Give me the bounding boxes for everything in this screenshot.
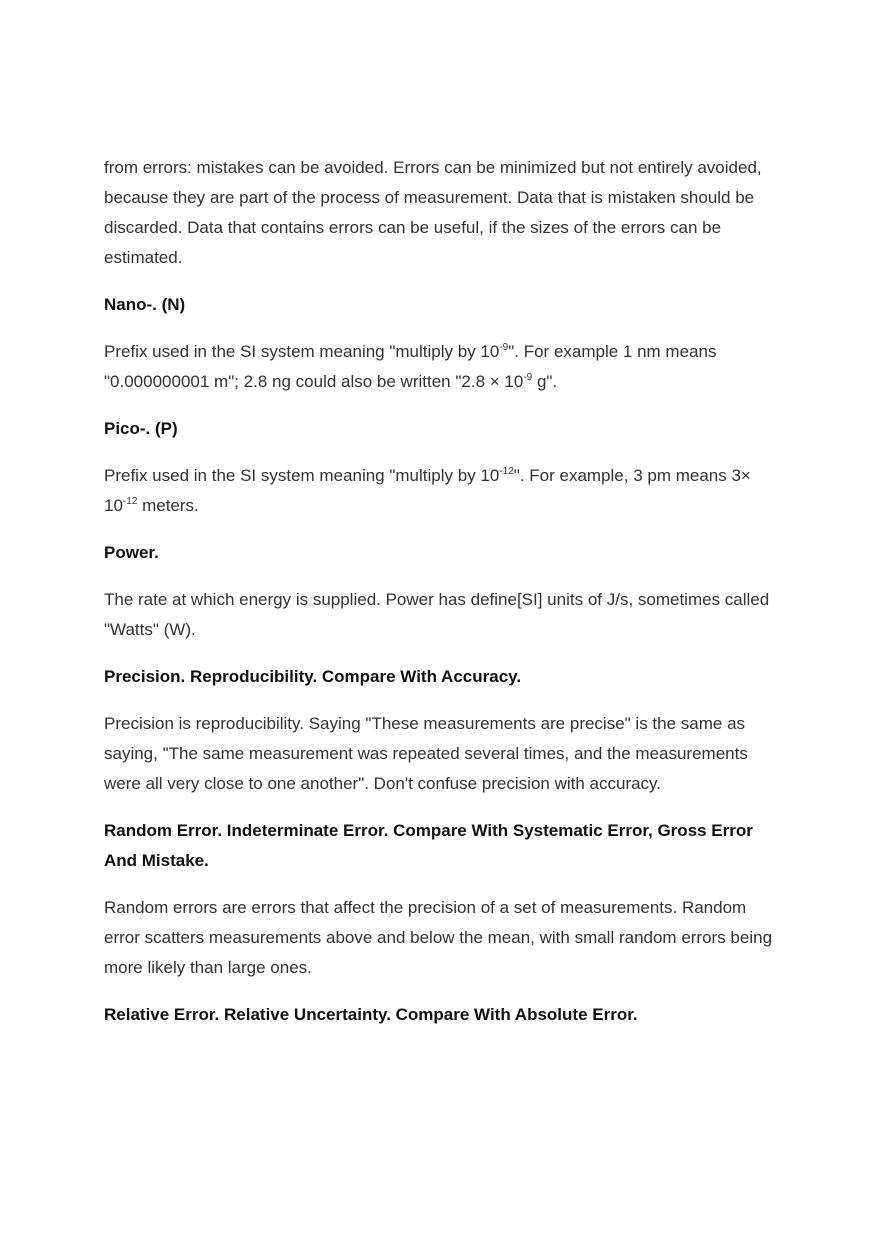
exponent-nano-a: -9 — [499, 342, 509, 353]
definition-nano-text-c: g". — [532, 372, 558, 391]
exponent-pico-b: -12 — [122, 496, 138, 507]
term-power: Power. — [104, 543, 159, 562]
term-precision: Precision. Reproducibility. Compare With Accuracy. — [104, 667, 522, 686]
exponent-pico-a: -12 — [499, 466, 514, 477]
definition-nano-text-a: Prefix used in the SI system meaning "multiply by 10 — [104, 342, 500, 361]
definition-pico-text-a: Prefix used in the SI system meaning "multiply by 10 — [104, 466, 500, 485]
definition-pico — [104, 461, 776, 521]
definition-random-error: Random errors are errors that affect the precision of a set of measurements. Random error scatters measurements above and below the mean, with small random errors being more likely than large ones. — [104, 898, 773, 977]
definition-power: The rate at which energy is supplied. Power has define[SI] units of J/s, sometimes called "Watts" (W). — [104, 590, 770, 639]
definition-precision: Precision is reproducibility. Saying "These measurements are precise" is the same as saying, "The same measurement was repeated several times, and the measurements were all very close to one another". Don't confuse precision with accuracy. — [104, 714, 748, 793]
term-pico: Pico-. (P) — [104, 419, 178, 438]
definition-nano — [104, 337, 776, 397]
term-random-error: Random Error. Indeterminate Error. Compare With Systematic Error, Gross Error And Mistake. — [104, 821, 753, 870]
glossary-page — [104, 153, 776, 1047]
definition-pico-text-b: ". For example, 3 pm means 3× 10 — [104, 466, 751, 515]
exponent-nano-b: -9 — [523, 372, 533, 383]
term-nano: Nano-. (N) — [104, 295, 186, 314]
term-relative-error: Relative Error. Relative Uncertainty. Compare With Absolute Error. — [104, 1005, 638, 1024]
definition-nano-text-b: ". For example 1 nm means "0.000000001 m"; 2.8 ng could also be written "2.8 × 10 — [104, 342, 717, 391]
definition-pico-text-c: meters. — [137, 496, 199, 515]
intro-paragraph: from errors: mistakes can be avoided. Errors can be minimized but not entirely avoided, because they are part of the process of measurement. Data that is mistaken should be discarded. Data that contains errors can be useful, if the sizes of the errors can be estimated. — [104, 158, 762, 267]
